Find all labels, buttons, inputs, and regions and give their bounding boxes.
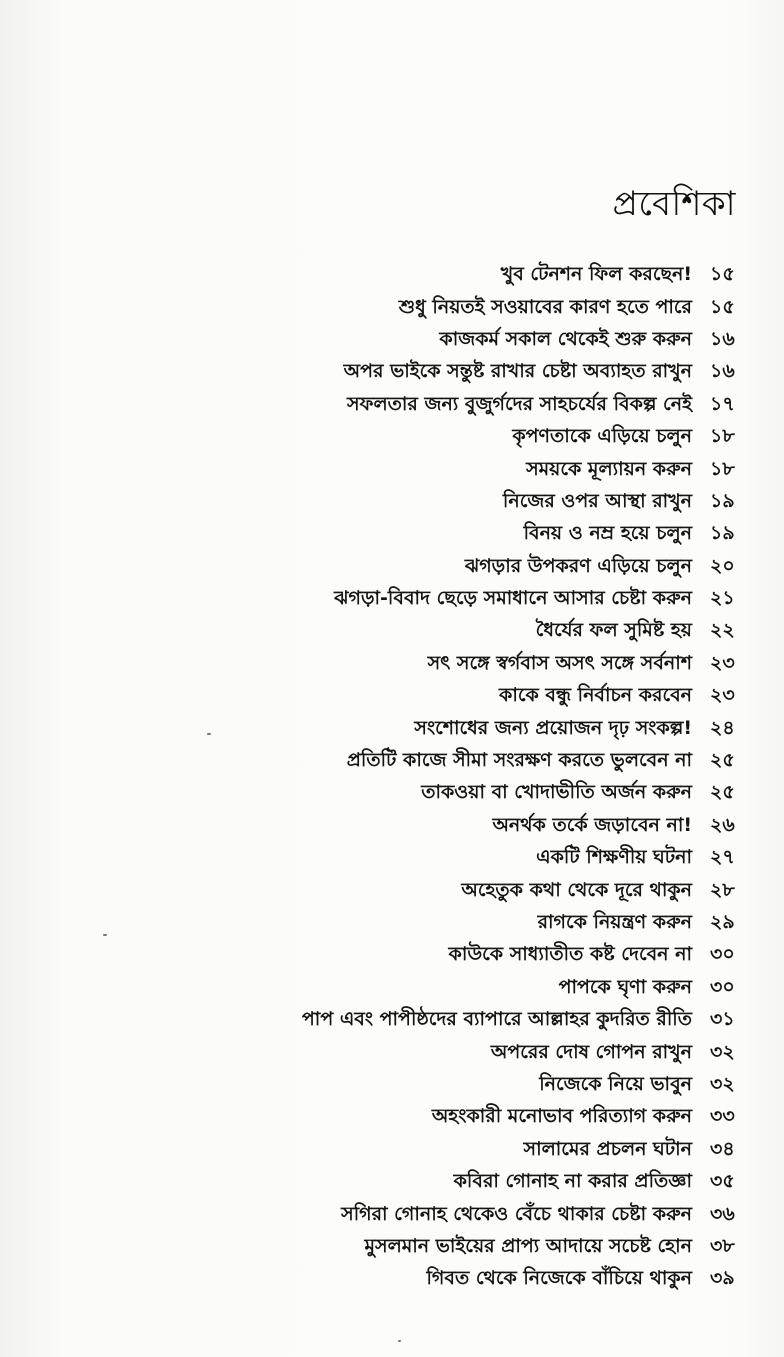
toc-entry-title: অপর ভাইকে সন্তুষ্ট রাখার চেষ্টা অব্যাহত রাখুন [343,360,692,383]
toc-entry [202,552,762,584]
toc-entry-page-number: ১৮ [710,425,735,448]
toc-entry [202,1264,762,1296]
toc-entry-title: গিবত থেকে নিজেকে বাঁচিয়ে থাকুন [426,1267,692,1290]
toc-entry-title: একটি শিক্ষণীয় ঘটনা [536,846,692,869]
toc-entry [202,325,762,357]
toc-entry [202,454,762,486]
print-speck [398,1340,401,1342]
toc-entry-page-number: ২৫ [710,781,735,804]
toc-entry-page-number: ৩২ [710,1040,735,1063]
toc-entry [202,519,762,551]
page-title: প্রবেশিকা [612,184,736,224]
toc-entry-title: বিনয় ও নম্র হয়ে চলুন [523,522,692,545]
toc-entry [202,1232,762,1264]
toc-entry-page-number: ৩৪ [710,1137,735,1160]
toc-entry-title: কাকে বন্ধু নির্বাচন করবেন [499,684,692,707]
toc-entry [202,875,762,907]
toc-entry-page-number: ২৬ [710,813,735,836]
toc-entry-title: ঝগড়ার উপকরণ এড়িয়ে চলুন [464,554,692,577]
toc-entry [202,260,762,292]
toc-entry [202,811,762,843]
toc-entry [202,487,762,519]
toc-entry [202,616,762,648]
print-speck [207,733,211,735]
toc-entry-page-number: ১৭ [710,392,735,415]
toc-entry [202,940,762,972]
toc-entry-page-number: ৩৫ [710,1170,735,1193]
toc-entry-page-number: ৩০ [710,975,735,998]
toc-entry-title: অনর্থক তর্কে জড়াবেন না! [492,813,692,836]
toc-entry [202,973,762,1005]
toc-entry-title: কাজকর্ম সকাল থেকেই শুরু করুন [439,327,692,350]
toc-entry [202,1037,762,1069]
toc-entry [202,746,762,778]
toc-entry-page-number: ২৩ [710,651,735,674]
toc-entry-page-number: ৩২ [710,1072,735,1095]
toc-entry-title: ঝগড়া-বিবাদ ছেড়ে সমাধানে আসার চেষ্টা করুন [334,587,692,610]
toc-entry [202,713,762,745]
toc-entry-title: সংশোধের জন্য প্রয়োজন দৃঢ় সংকল্প! [414,716,692,739]
toc-entry [202,422,762,454]
table-of-contents [202,260,762,1297]
toc-entry-title: তাকওয়া বা খোদাভীতি অর্জন করুন [421,781,692,804]
toc-entry-page-number: ৩৩ [710,1105,735,1128]
toc-entry [202,584,762,616]
toc-entry-title: কাউকে সাধ্যাতীত কষ্ট দেবেন না [448,943,692,966]
toc-entry-page-number: ৩০ [710,943,735,966]
toc-entry-title: অহংকারী মনোভাব পরিত্যাগ করুন [431,1105,692,1128]
toc-entry-title: পাপকে ঘৃণা করুন [558,975,692,998]
toc-entry-title: সৎ সঙ্গে স্বর্গবাস অসৎ সঙ্গে সর্বনাশ [427,651,692,674]
toc-entry [202,649,762,681]
toc-entry-page-number: ১৮ [710,457,735,480]
toc-entry-page-number: ২৪ [710,716,735,739]
print-speck [103,934,107,936]
toc-entry-page-number: ২৩ [710,684,735,707]
toc-entry [202,778,762,810]
toc-entry-title: পাপ এবং পাপীষ্ঠদের ব্যাপারে আল্লাহর কুদরিত রীতি [301,1008,692,1031]
toc-entry-page-number: ২৮ [710,878,735,901]
toc-entry-page-number: ৩৬ [710,1202,735,1225]
toc-entry-page-number: ১৯ [710,489,735,512]
toc-entry-title: খুব টেনশন ফিল করছেন! [500,263,692,286]
toc-entry-title: রাগকে নিয়ন্ত্রণ করুন [537,911,692,933]
toc-entry [202,843,762,875]
toc-entry-page-number: ৩৮ [710,1234,735,1257]
toc-entry [202,1102,762,1134]
toc-entry [202,390,762,422]
toc-entry [202,1167,762,1199]
toc-entry-page-number: ২৭ [710,846,735,869]
toc-entry [202,357,762,389]
toc-entry-page-number: ৩১ [710,1008,735,1031]
toc-entry-title: নিজের ওপর আস্থা রাখুন [502,489,692,512]
toc-entry-page-number: ২৫ [710,749,735,772]
toc-entry [202,1199,762,1231]
toc-entry-page-number: ১৬ [710,360,735,383]
toc-entry [202,292,762,324]
toc-entry-page-number: ১৬ [710,327,735,350]
toc-entry-page-number: ১৫ [710,263,735,286]
toc-entry [202,1135,762,1167]
toc-entry-title: মুসলমান ভাইয়ের প্রাপ্য আদায়ে সচেষ্ট হোন [364,1234,692,1257]
toc-entry-title: অপরের দোষ গোপন রাখুন [490,1040,692,1063]
toc-entry-title: সালামের প্রচলন ঘটান [523,1137,692,1160]
toc-entry-page-number: ৩৯ [710,1267,735,1290]
toc-entry-page-number: ২০ [710,554,735,577]
toc-entry-title: অহেতুক কথা থেকে দূরে থাকুন [461,878,692,901]
toc-entry-page-number: ২২ [710,619,735,642]
toc-entry-title: কবিরা গোনাহ না করার প্রতিজ্ঞা [453,1170,692,1193]
toc-entry-title: কৃপণতাকে এড়িয়ে চলুন [512,425,692,448]
toc-entry [202,908,762,940]
toc-entry-page-number: ১৯ [710,522,735,545]
toc-entry-title: প্রতিটি কাজে সীমা সংরক্ষণ করতে ভুলবেন না [346,749,692,772]
toc-entry-page-number: ২১ [710,587,735,610]
toc-entry-title: সফলতার জন্য বুজুর্গদের সাহচর্যের বিকল্প নেই [347,392,692,415]
toc-entry-title: সগিরা গোনাহ থেকেও বেঁচে থাকার চেষ্টা করুন [341,1202,692,1225]
toc-entry-page-number: ১৫ [710,295,735,318]
toc-entry-title: শুধু নিয়তই সওয়াবের কারণ হতে পারে [398,295,692,318]
toc-entry [202,681,762,713]
toc-entry-title: ধৈর্যের ফল সুমিষ্ট হয় [535,619,692,642]
toc-entry [202,1005,762,1037]
toc-entry [202,1070,762,1102]
toc-entry-title: নিজেকে নিয়ে ভাবুন [539,1072,692,1095]
toc-entry-page-number: ২৯ [710,911,735,933]
toc-entry-title: সময়কে মূল্যায়ন করুন [526,457,692,480]
